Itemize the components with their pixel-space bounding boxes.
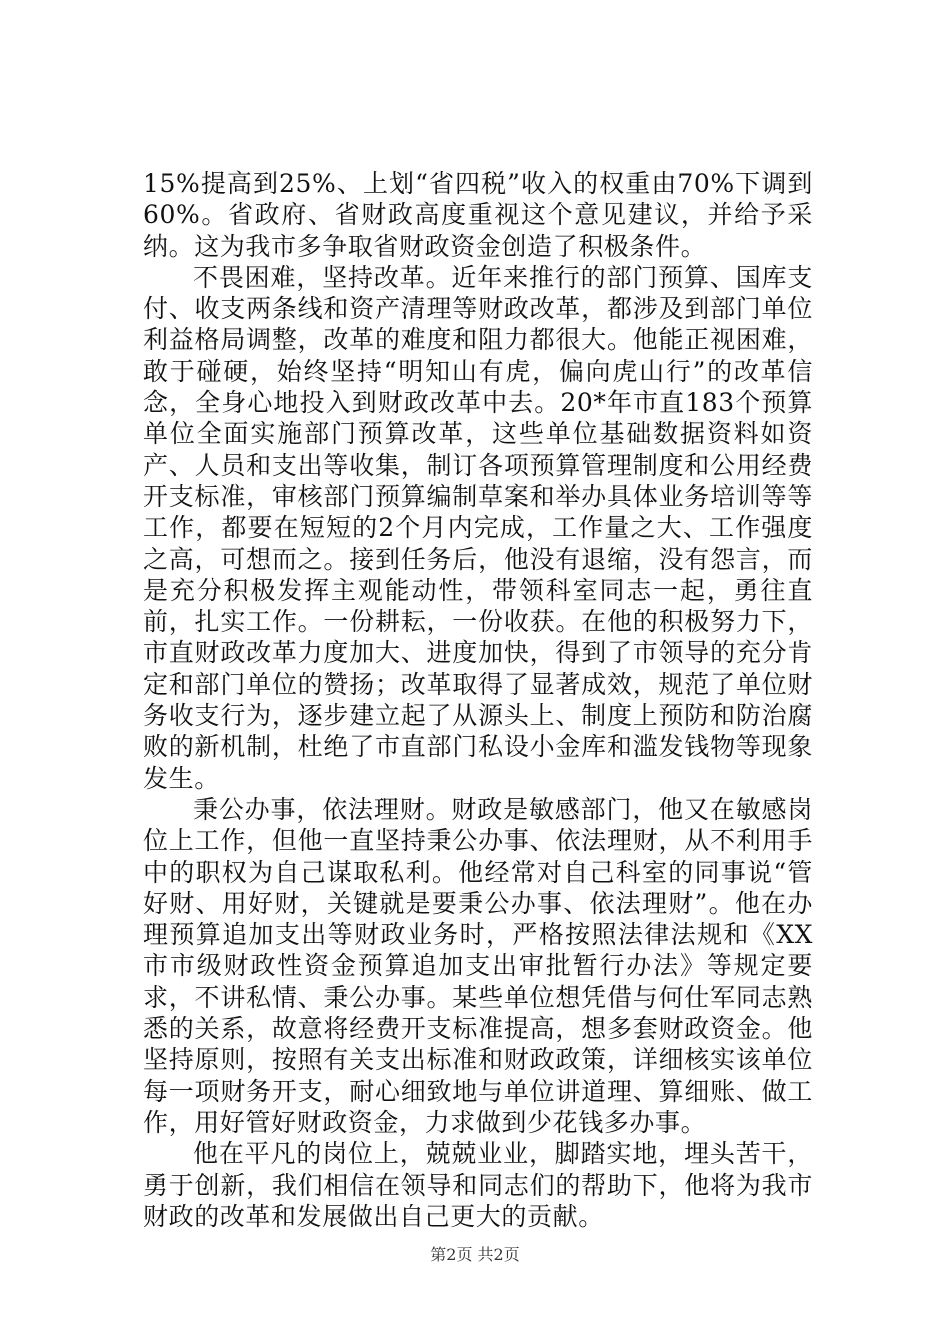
paragraph-2: 不畏困难，坚持改革。近年来推行的部门预算、国库支付、收支两条线和资产清理等财政改革，都涉及到部门单位利益格局调整，改革的难度和阻力都很大。他能正视困难，敢于碰硬，始终坚持“明知山有虎，偏向虎山行”的改革信念，全身心地投入到财政改革中去。20*年市直183个预算单位全面实施部门预算改革，这些单位基础数据资料如资产、人员和支出等收集，制订各项预算管理制度和公用经费开支标准，审核部门预算编制草案和举办具体业务培训等等工作，都要在短短的2个月内完成，工作量之大、工作强度之高，可想而之。接到任务后，他没有退缩，没有怨言，而是充分积极发挥主观能动性，带领科室同志一起，勇往直前，扎实工作。一份耕耘，一份收获。在他的积极努力下，市直财政改革力度加大、进度加快，得到了市领导的充分肯定和部门单位的赞扬；改革取得了显著成效，规范了单位财务收支行为，逐步建立起了从源头上、制度上预防和防治腐败的新机制，杜绝了市直部门私设小金库和滥发钱物等现象发生。 (143, 262, 813, 793)
document-body (143, 168, 813, 1232)
paragraph-3: 秉公办事，依法理财。财政是敏感部门，他又在敏感岗位上工作，但他一直坚持秉公办事、依法理财，从不利用手中的职权为自己谋取私利。他经常对自己科室的同事说“管好财、用好财，关键就是要秉公办事、依法理财”。他在办理预算追加支出等财政业务时，严格按照法律法规和《XX市市级财政性资金预算追加支出审批暂行办法》等规定要求，不讲私情、秉公办事。某些单位想凭借与何仕军同志熟悉的关系，故意将经费开支标准提高，想多套财政资金。他坚持原则，按照有关支出标准和财政政策，详细核实该单位每一项财务开支，耐心细致地与单位讲道理、算细账、做工作，用好管好财政资金，力求做到少花钱多办事。 (143, 794, 813, 1137)
paragraph-1: 15%提高到25%、上划“省四税”收入的权重由70%下调到60%。省政府、省财政高度重视这个意见建议，并给予采纳。这为我市多争取省财政资金创造了积极条件。 (143, 169, 813, 261)
page-number: 第2页 共2页 (430, 1245, 520, 1264)
paragraph-4: 他在平凡的岗位上，兢兢业业，脚踏实地，埋头苦干，勇于创新，我们相信在领导和同志们的帮助下，他将为我市财政的改革和发展做出自己更大的贡献。 (143, 1139, 813, 1231)
